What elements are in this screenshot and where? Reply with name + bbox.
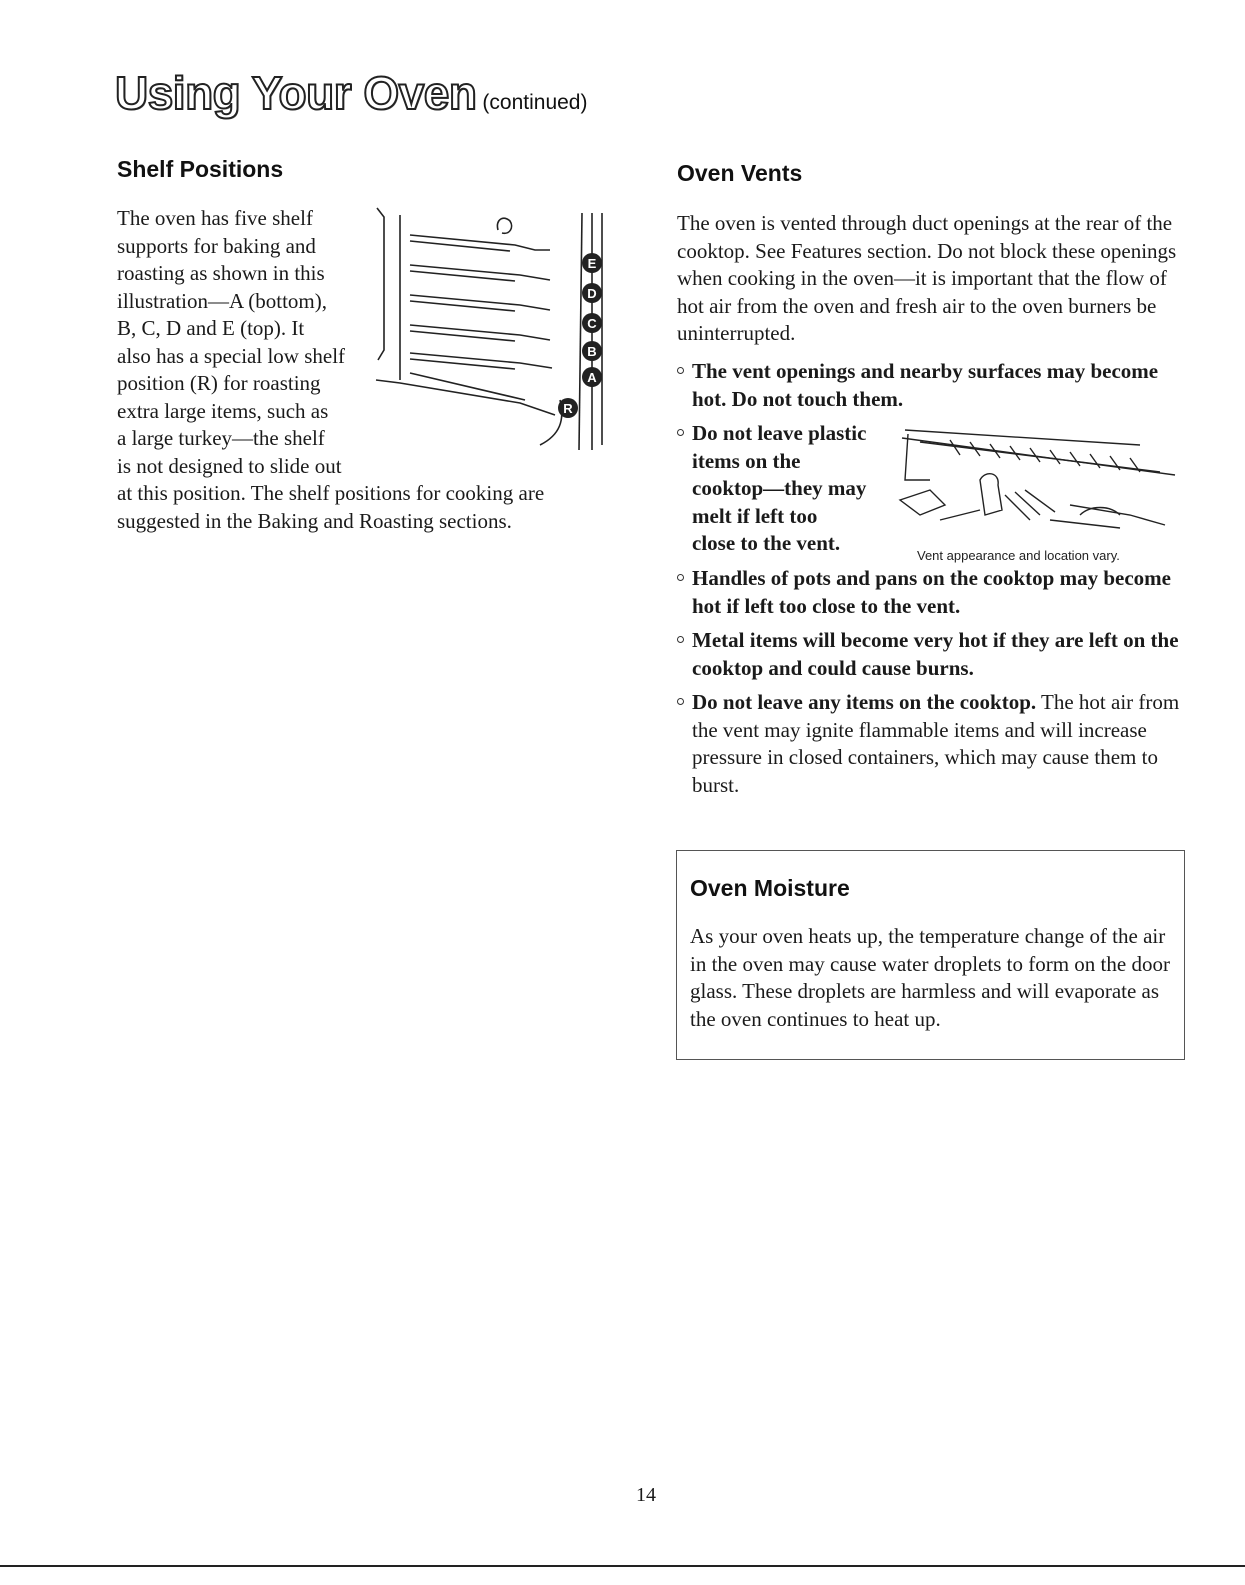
shelf-line: position (R) for roasting	[117, 371, 321, 395]
shelf-label-b	[581, 340, 603, 362]
shelf-label-text: R	[563, 401, 573, 416]
shelf-line: The oven has five shelf	[117, 206, 313, 230]
vent-warning-text: Handles of pots and pans on the cooktop may become hot if left too close to the vent.	[692, 566, 1171, 618]
plastic-warning-line: close to the vent.	[692, 531, 841, 555]
bottom-rule	[0, 1565, 1245, 1567]
page-number: 14	[636, 1484, 656, 1506]
shelf-label-text: A	[587, 370, 597, 385]
vent-warning-text: The hot air from the vent may ignite flammable items and will increase pressure in closed containers, which may cause them to burst.	[692, 690, 1180, 797]
shelf-line: B, C, D and E (top). It	[117, 316, 305, 340]
vent-warning-text: Metal items will become very hot if they are left on the cooktop and could cause burns.	[692, 628, 1179, 680]
plastic-warning-line: melt if left too	[692, 503, 818, 528]
plastic-warning-line: items on the	[692, 448, 801, 473]
oven-moisture-box	[676, 850, 1185, 1060]
oven-moisture-text: As your oven heats up, the temperature change of the air in the oven may cause water droplets to form on the door glass. These droplets are harmless and will evaporate as the oven continues to heat up.	[690, 924, 1170, 1031]
shelf-line: a large turkey—the shelf	[117, 426, 325, 450]
shelf-label-text: C	[587, 316, 597, 331]
bullet-icon	[677, 574, 684, 581]
shelf-positions-illustration	[370, 205, 630, 465]
shelf-label-e	[581, 252, 603, 274]
shelf-label-text: E	[587, 256, 597, 271]
oven-moisture-heading: Oven Moisture	[690, 875, 850, 901]
shelf-label-text: B	[587, 344, 597, 359]
vent-illustration	[890, 420, 1180, 550]
shelf-label-c	[581, 312, 603, 334]
shelf-line: roasting as shown in this	[117, 261, 325, 285]
vent-warning-item	[677, 627, 1197, 682]
vent-warning-item	[677, 689, 1197, 799]
plastic-warning-line: cooktop—they may	[692, 476, 867, 500]
shelf-line: is not designed to slide out	[117, 453, 342, 478]
bullet-icon	[677, 367, 684, 374]
shelf-label-r	[557, 397, 579, 419]
vent-warning-bold: Do not leave any items on the cooktop.	[692, 690, 1037, 714]
page-title-text: Using Your Oven	[115, 67, 477, 119]
vent-caption: Vent appearance and location vary.	[917, 548, 1120, 563]
vent-warning-item	[677, 358, 1197, 413]
shelf-line: also has a special low shelf	[117, 343, 346, 368]
shelf-text-block-narrow	[117, 205, 545, 535]
shelf-line: supports for baking and	[117, 233, 316, 258]
shelf-line: suggested in the Baking and Roasting sections.	[117, 508, 512, 533]
shelf-line: illustration—A (bottom),	[117, 288, 327, 313]
shelf-label-d	[581, 282, 603, 304]
shelf-line: extra large items, such as	[117, 398, 329, 423]
oven-vents-intro: The oven is vented through duct openings at the rear of the cooktop. See Features section. Do not block these openings when cooking in the oven—it is important that the flow of hot air from the oven and fresh air to the oven burners be uninterrupted.	[677, 211, 1177, 345]
bullet-icon	[677, 636, 684, 643]
bullet-icon	[677, 429, 684, 436]
oven-vents-heading: Oven Vents	[677, 160, 803, 186]
page-title	[115, 66, 587, 120]
vent-warning-item	[677, 565, 1197, 620]
plastic-warning-line: Do not leave plastic	[692, 421, 867, 445]
page-title-continued: (continued)	[482, 91, 588, 114]
shelf-label-text: D	[587, 286, 597, 301]
vent-warning-text: The vent openings and nearby surfaces may become hot. Do not touch them.	[692, 359, 1159, 411]
bullet-icon	[677, 698, 684, 705]
shelf-label-a	[581, 366, 603, 388]
shelf-positions-heading: Shelf Positions	[117, 156, 284, 182]
shelf-line: at this position. The shelf positions for cooking are	[117, 481, 545, 505]
